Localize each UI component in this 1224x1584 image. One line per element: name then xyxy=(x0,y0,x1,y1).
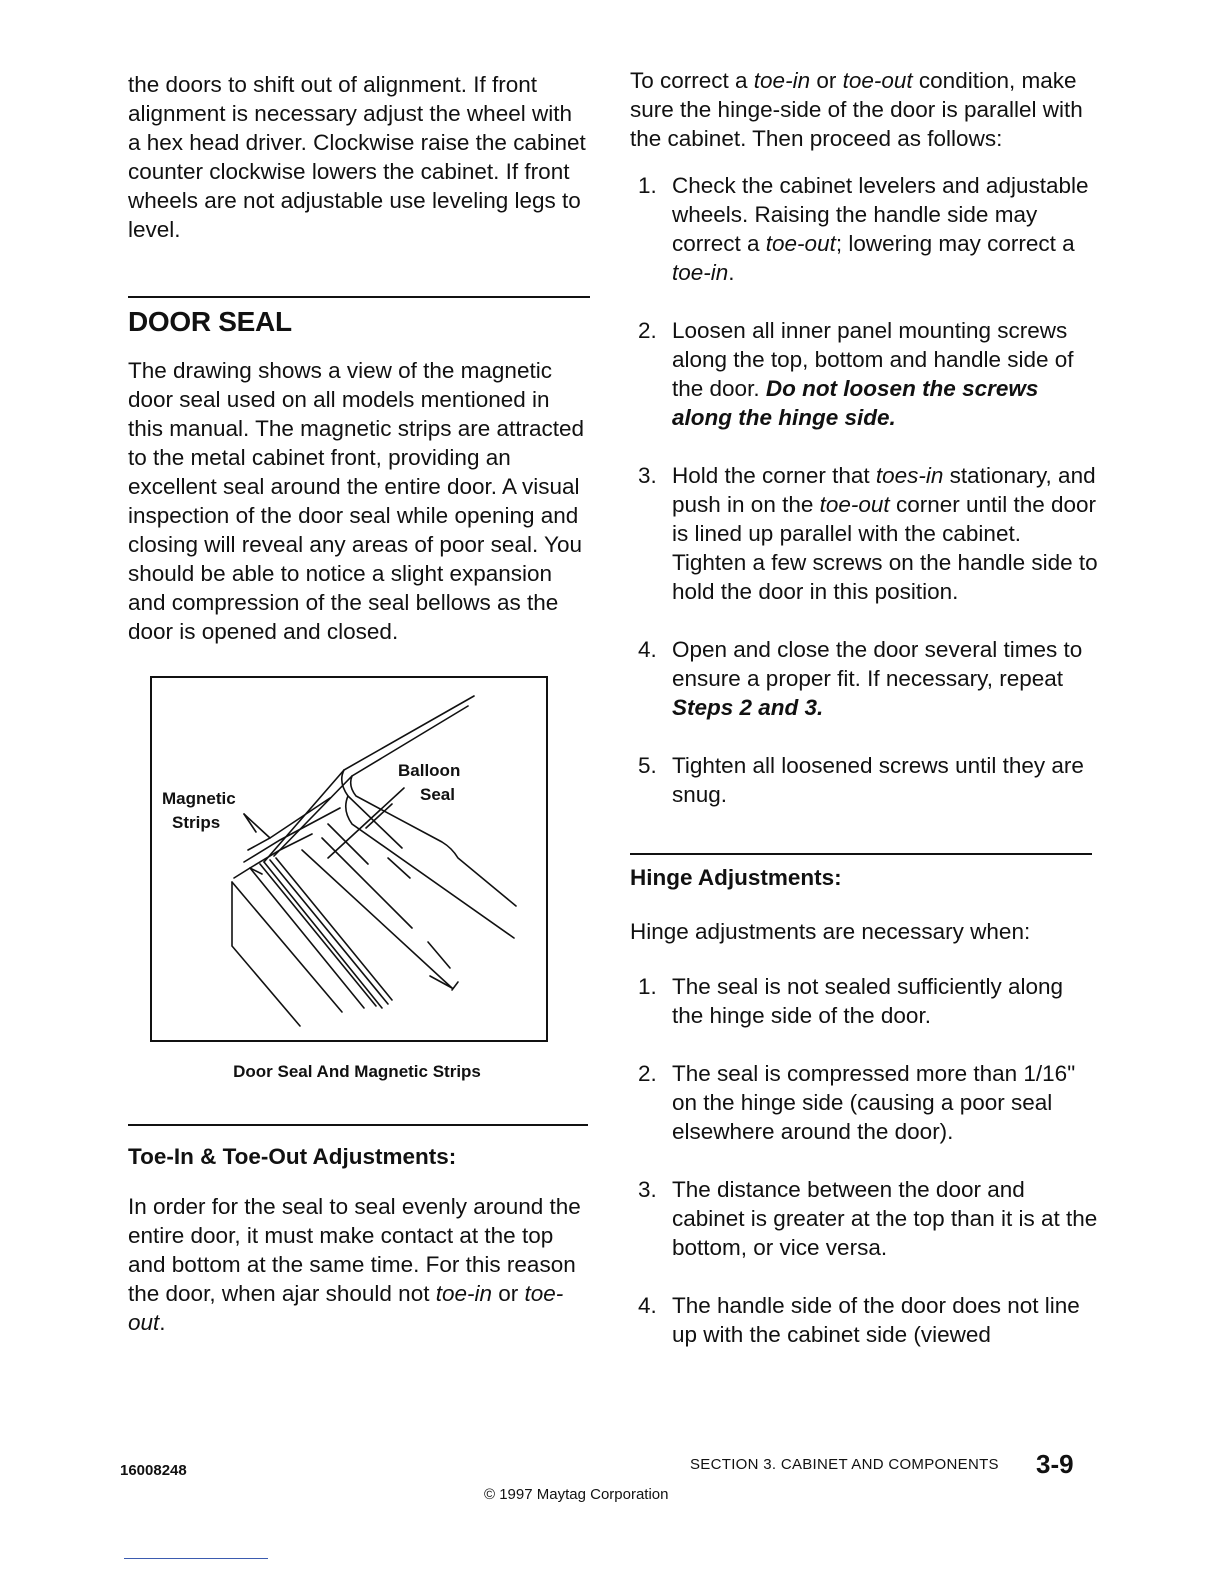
figure-caption: Door Seal And Magnetic Strips xyxy=(233,1062,481,1081)
hinge-item xyxy=(630,972,1100,1030)
toe-text: . xyxy=(159,1310,166,1335)
hinge-item xyxy=(630,1059,1100,1146)
intro-text: condition, make sure the hinge-side of the door is parallel with the cabinet. Then proceed as follows: xyxy=(630,68,1083,151)
door-seal-drawing xyxy=(152,678,550,1044)
item-number: 2. xyxy=(638,1061,657,1086)
page-number: 3-9 xyxy=(1036,1449,1074,1479)
toe-out-term: toe-out xyxy=(842,68,913,93)
step-text: corner until the door is lined up parallel with the cabinet. Tighten a few screws on the handle side to hold the door in this position. xyxy=(672,492,1098,604)
door-seal-paragraph: The drawing shows a view of the magnetic door seal used on all models mentioned in this manual. The magnetic strips are attracted to the metal cabinet front, providing an excellent seal around the entire door. A visual inspection of the door seal while opening and closing will reveal any areas of poor seal. You should be able to notice a slight expansion and compression of the seal bellows as the door is opened and closed. xyxy=(128,358,585,644)
toe-out-term: toe-out xyxy=(128,1281,564,1335)
step-number: 2. xyxy=(638,318,657,343)
step-item xyxy=(630,171,1100,287)
step-text: Check the cabinet levelers and adjustable wheels. Raising the handle side may correct a xyxy=(672,173,1089,256)
doc-number: 16008248 xyxy=(120,1462,187,1479)
toe-in-term: toe-in xyxy=(435,1281,493,1306)
step-warning: Do not loosen the screws along the hinge side. xyxy=(672,376,1039,430)
section-divider xyxy=(630,853,1092,855)
toe-adjustments-paragraph xyxy=(128,1192,590,1337)
step-number: 1. xyxy=(638,173,657,198)
hinge-conditions-list xyxy=(630,972,1100,1349)
right-column xyxy=(630,66,1100,1349)
figure-label-seal: Seal xyxy=(420,785,455,804)
copyright: © 1997 Maytag Corporation xyxy=(484,1486,669,1503)
scan-mark-line xyxy=(124,1558,268,1559)
item-text: The seal is not sealed sufficiently along the hinge side of the door. xyxy=(672,974,1064,1028)
step-number: 5. xyxy=(638,753,657,778)
door-seal-heading: DOOR SEAL xyxy=(128,306,292,337)
intro-paragraph: the doors to shift out of alignment. If front alignment is necessary adjust the wheel with a hex head driver. Clockwise raise the cabinet counter clockwise lowers the cabinet. If front wheels are not adjustable use leveling legs to level. xyxy=(128,72,586,242)
step-term: toe-out xyxy=(819,492,890,517)
toe-in-term: toe-in xyxy=(753,68,811,93)
toe-text: or xyxy=(492,1281,525,1306)
door-seal-figure xyxy=(150,676,548,1042)
toe-adjustments-heading: Toe-In & Toe-Out Adjustments: xyxy=(128,1144,457,1169)
step-term: toe-out xyxy=(765,231,836,256)
intro-text: or xyxy=(810,68,843,93)
hinge-adjustments-heading: Hinge Adjustments: xyxy=(630,865,842,890)
figure-label-balloon: Balloon xyxy=(398,761,461,780)
left-column xyxy=(128,66,590,1337)
step-item xyxy=(630,635,1100,722)
toe-text: In order for the seal to seal evenly around the entire door, it must make contact at the top and bottom at the same time. For this reason the door, when ajar should not xyxy=(128,1194,581,1306)
step-item xyxy=(630,316,1100,432)
step-text: Hold the corner that xyxy=(672,463,876,488)
step-text: Tighten all loosened screws until they are snug. xyxy=(672,753,1084,807)
step-number: 3. xyxy=(638,463,657,488)
toe-correction-intro xyxy=(630,66,1100,153)
hinge-item xyxy=(630,1291,1100,1349)
item-number: 1. xyxy=(638,974,657,999)
hinge-item xyxy=(630,1175,1100,1262)
step-text: Open and close the door several times to ensure a proper fit. If necessary, repeat xyxy=(672,637,1083,691)
intro-text: To correct a xyxy=(630,68,754,93)
step-reference: Steps 2 and 3. xyxy=(672,695,824,720)
section-divider xyxy=(128,296,590,298)
step-text: Loosen all inner panel mounting screws along the top, bottom and handle side of the door. xyxy=(672,318,1074,401)
toe-correction-steps xyxy=(630,171,1100,809)
item-number: 4. xyxy=(638,1293,657,1318)
figure-label-magnetic: Magnetic xyxy=(162,789,236,808)
step-text: . xyxy=(728,260,735,285)
item-text: The seal is compressed more than 1/16" on the hinge side (causing a poor seal elsewhere around the door). xyxy=(672,1061,1076,1144)
step-term: toes-in xyxy=(875,463,944,488)
step-item xyxy=(630,751,1100,809)
item-text: The handle side of the door does not line up with the cabinet side (viewed xyxy=(672,1293,1080,1347)
item-text: The distance between the door and cabinet is greater at the top than it is at the bottom, or vice versa. xyxy=(672,1177,1098,1260)
figure-label-strips: Strips xyxy=(172,813,221,832)
step-text: ; lowering may correct a xyxy=(835,231,1075,256)
hinge-intro: Hinge adjustments are necessary when: xyxy=(630,919,1031,944)
step-item xyxy=(630,461,1100,606)
item-number: 3. xyxy=(638,1177,657,1202)
step-number: 4. xyxy=(638,637,657,662)
step-term: toe-in xyxy=(672,260,729,285)
section-footer: SECTION 3. CABINET AND COMPONENTS xyxy=(690,1456,999,1473)
section-divider xyxy=(128,1124,588,1126)
step-text: stationary, and push in on the xyxy=(672,463,1096,517)
